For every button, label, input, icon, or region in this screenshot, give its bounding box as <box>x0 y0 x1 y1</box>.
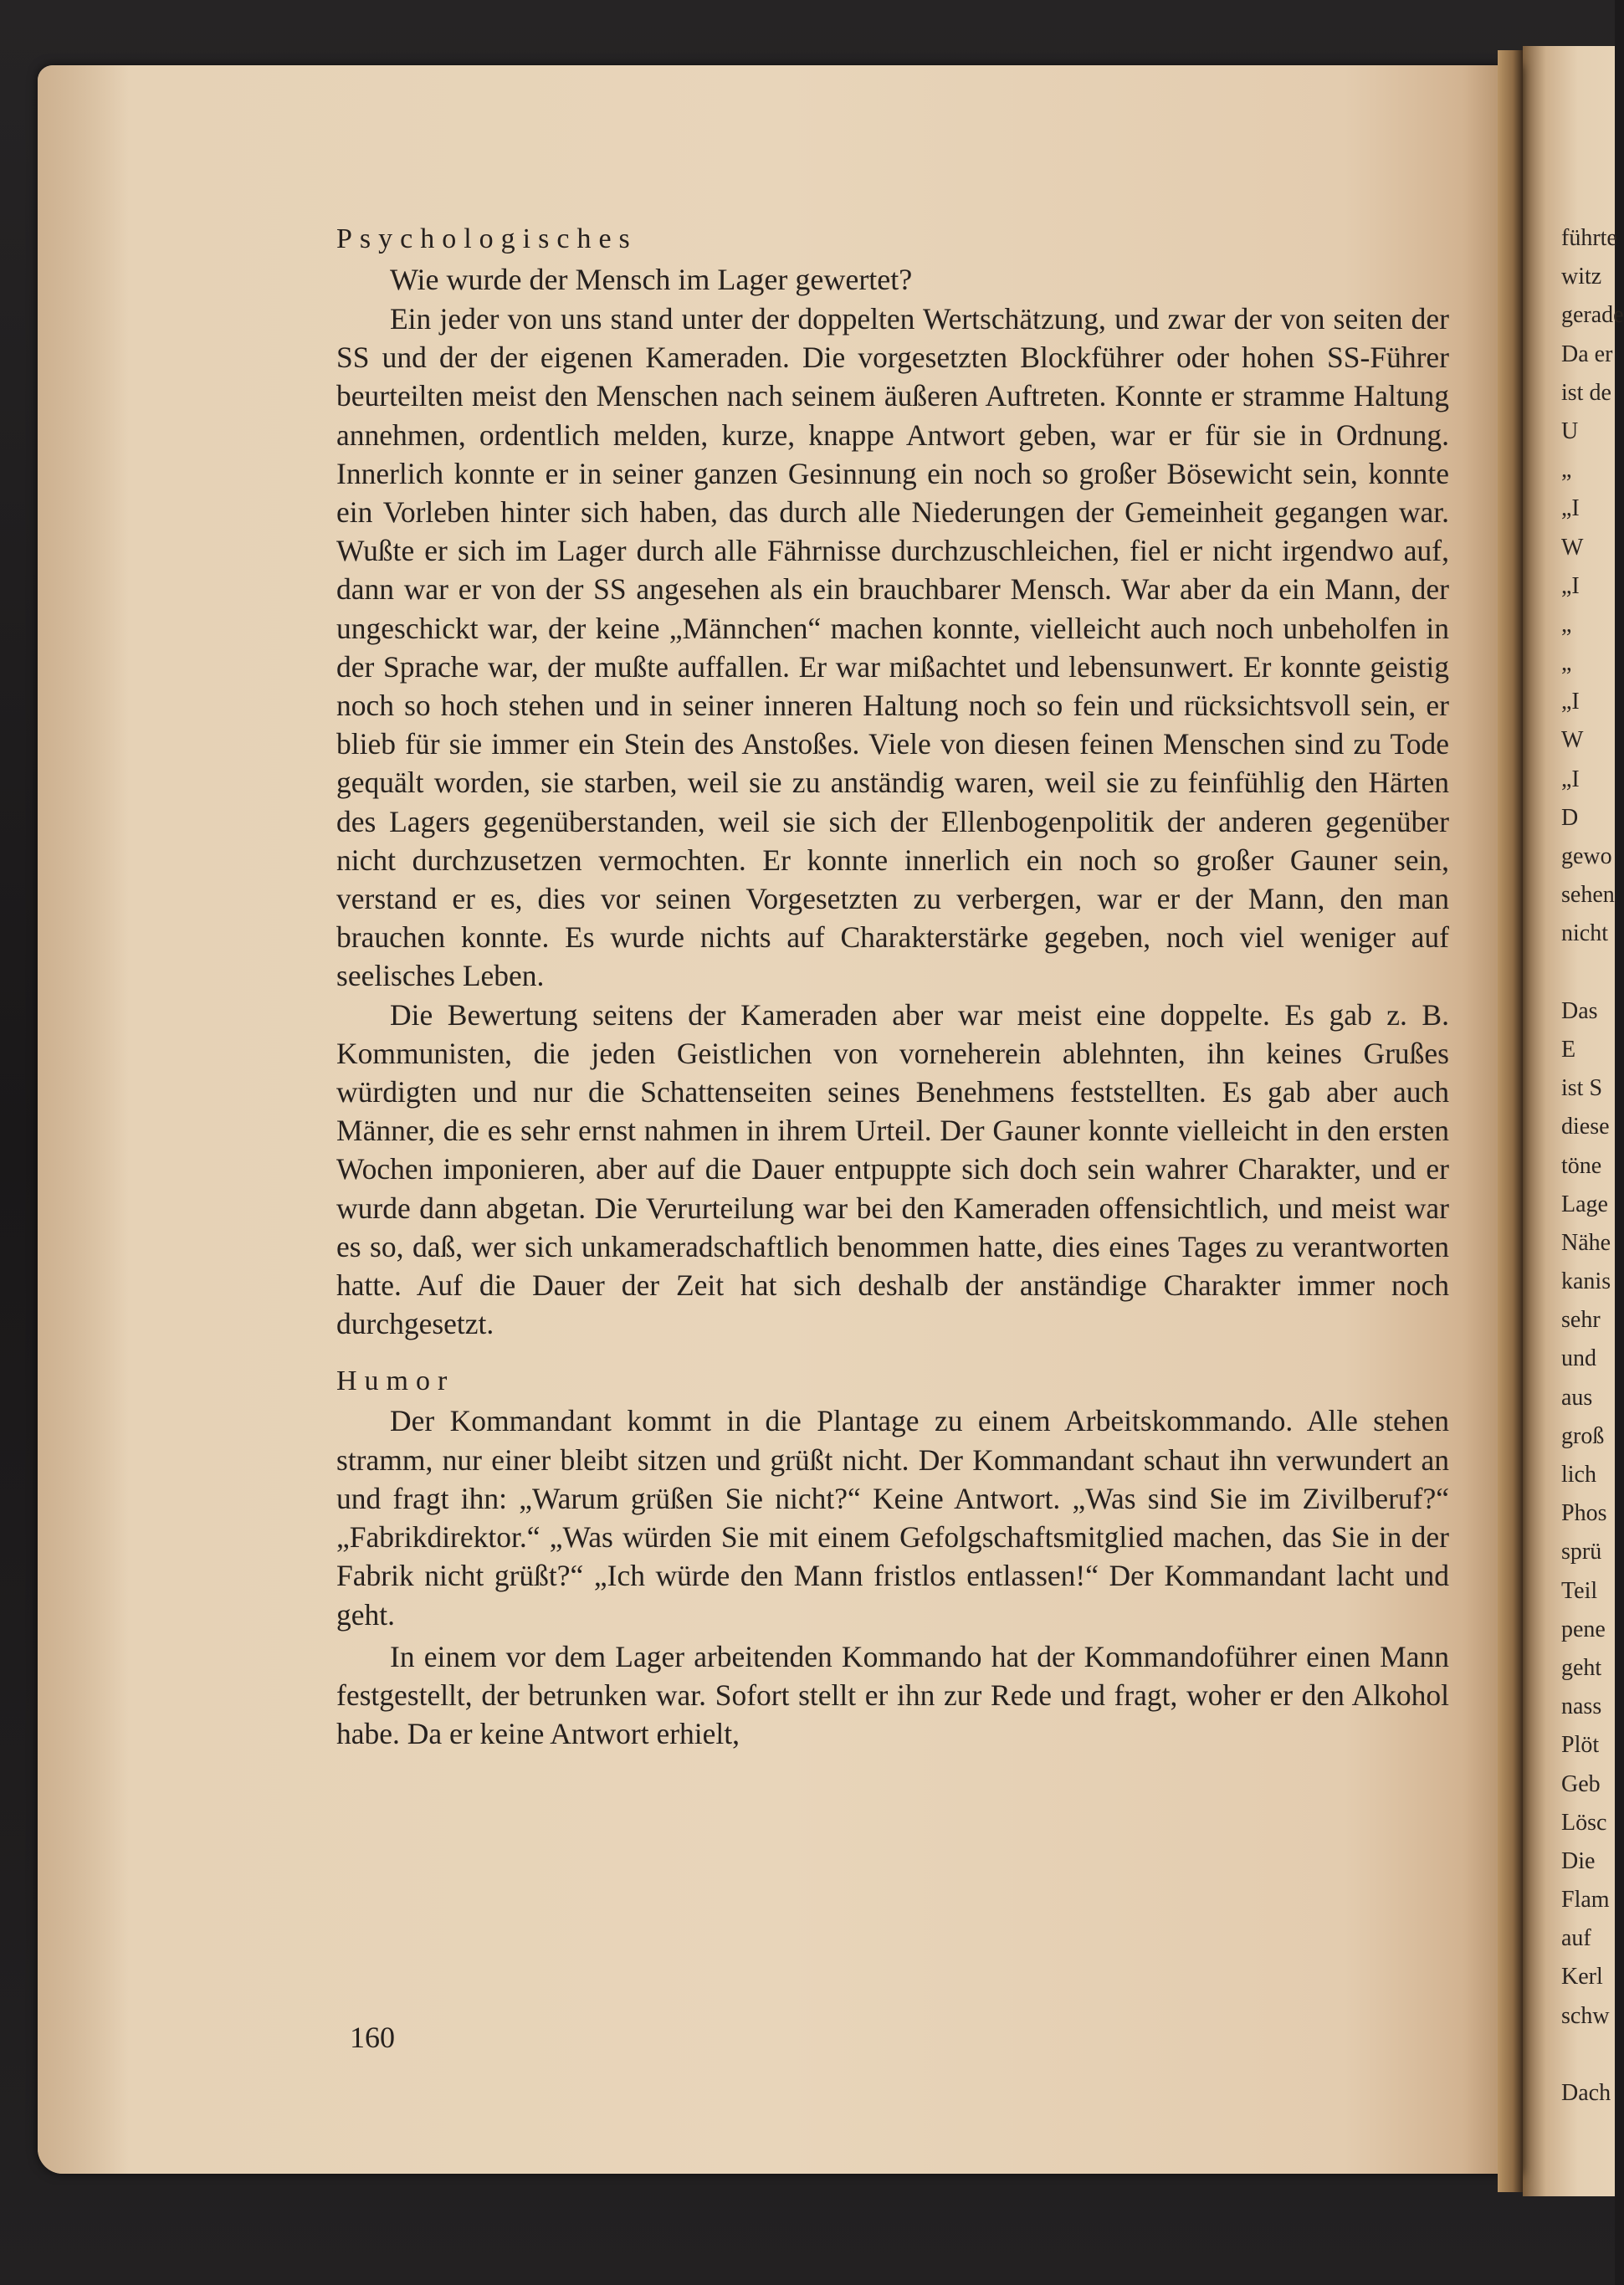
facing-line: Flam <box>1561 1887 1610 1914</box>
facing-line: lich <box>1561 1462 1596 1488</box>
facing-line: Die <box>1561 1847 1596 1874</box>
facing-line <box>1561 954 1615 992</box>
facing-line: kanis <box>1561 1268 1611 1295</box>
facing-line: auf <box>1561 1925 1591 1952</box>
facing-line: ist de <box>1561 379 1611 406</box>
facing-page-text <box>1561 219 1624 2144</box>
section-heading-psychologisches: Psychologisches <box>336 223 638 254</box>
facing-line: nass <box>1561 1693 1602 1720</box>
facing-line: Das <box>1561 997 1598 1024</box>
facing-line: sprü <box>1561 1539 1602 1565</box>
facing-line: töne <box>1561 1152 1602 1179</box>
facing-line: Plöt <box>1561 1732 1600 1759</box>
facing-line: pene <box>1561 1616 1606 1642</box>
facing-line: Geb <box>1561 1770 1601 1797</box>
facing-line: Kerl <box>1561 1964 1603 1990</box>
paragraph: Der Kommandant kommt in die Plantage zu einem Arbeitskommando. Alle stehen stramm, nur einer bleibt sitzen und grüßt nicht. Der Kommandant schaut ihn verwundert an und fragt ihn: „Warum grüßen Sie nicht?“ Keine Antwort. „Was sind Sie im Zivilberuf?“ „Fabrikdirektor.“ „Was würden Sie mit einem Gefolgschaftsmitglied machen, das Sie in der Fabrik nicht grüßt?“ „Ich würde den Mann fristlos entlassen!“ Der Kommandant lacht und geht. <box>336 1404 1449 1632</box>
page-content <box>336 219 1449 1753</box>
facing-line: W <box>1561 727 1584 754</box>
facing-line: „ <box>1561 611 1572 638</box>
facing-line: Dach <box>1561 2080 1611 2106</box>
facing-line: „I <box>1561 689 1580 715</box>
facing-line <box>1561 2036 1615 2074</box>
facing-line: witz <box>1561 264 1602 290</box>
facing-line: „I <box>1561 495 1580 522</box>
facing-line: nicht <box>1561 920 1608 947</box>
facing-line: geht <box>1561 1654 1602 1681</box>
facing-line: Teil <box>1561 1577 1598 1604</box>
facing-line: aus <box>1561 1384 1593 1411</box>
facing-line: führte <box>1561 225 1617 251</box>
section-question: Wie wurde der Mensch im Lager gewertet? <box>390 263 913 296</box>
facing-line: schw <box>1561 2002 1610 2029</box>
facing-line: „ <box>1561 650 1572 677</box>
facing-line: sehen <box>1561 882 1615 909</box>
facing-line: Lage <box>1561 1191 1608 1217</box>
facing-line: diese <box>1561 1114 1610 1140</box>
book-gutter <box>1498 50 1523 2192</box>
facing-line: „I <box>1561 572 1580 599</box>
facing-line: „I <box>1561 766 1580 792</box>
paragraph: Die Bewertung seitens der Kameraden aber war meist eine doppelte. Es gab z. B. Kommunisten, die jeden Geistlichen von vorneherein ablehnten, ihn keines Grußes würdigten und nur die Schattenseiten seines Benehmens feststellten. Es gab aber auch Männer, die es sehr ernst nahmen in ihrem Urteil. Der Gauner konnte vielleicht in den ersten Wochen imponieren, aber auf die Dauer entpuppte sich doch sein wahrer Charakter, und er wurde dann abgetan. Die Verurteilung war bei den Kameraden offensichtlich, und meist war es so, daß, wer sich unkameradschaftlich benommen hatte, dies eines Tages zu verantworten hatte. Auf die Dauer der Zeit hat sich deshalb der anständige Charakter immer noch durchgesetzt. <box>336 997 1449 1341</box>
facing-line: groß <box>1561 1422 1605 1449</box>
facing-line: ist S <box>1561 1075 1603 1102</box>
page-number: 160 <box>350 2021 395 2054</box>
facing-line: E <box>1561 1036 1576 1063</box>
facing-line: Phos <box>1561 1500 1607 1527</box>
paragraph: In einem vor dem Lager arbeitenden Kommando hat der Kommandoführer einen Mann festgestellt, der betrunken war. Sofort stellt er ihn zur Rede und fragt, woher er den Alkohol habe. Da er keine Antwort erhielt, <box>336 1639 1449 1751</box>
facing-line: W <box>1561 534 1584 561</box>
facing-line: gewo <box>1561 843 1612 869</box>
facing-line: D <box>1561 804 1579 831</box>
facing-line: Lösc <box>1561 1809 1607 1836</box>
section-heading-humor: Humor <box>336 1365 455 1397</box>
facing-line: Nähe <box>1561 1229 1611 1256</box>
facing-line: U <box>1561 418 1579 444</box>
facing-line: gerade <box>1561 302 1624 329</box>
paragraph: Ein jeder von uns stand unter der doppelten Wertschätzung, und zwar der von seiten der SS und der der eigenen Kameraden. Die vorgesetzten Blockführer oder hohen SS-Führer beurteilten meist den Menschen nach seinem äußeren Auftreten. Konnte er stramme Haltung annehmen, ordentlich melden, kurze, knappe Antwort geben, war er für sie in Ordnung. Innerlich konnte er in seiner ganzen Gesinnung ein noch so großer Bösewicht sein, konnte ein Vorleben hinter sich haben, das durch alle Niederungen der Gemeinheit gegangen war. Wußte er sich im Lager durch alle Fährnisse durchzuschleichen, fiel er nicht irgendwo auf, dann war er von der SS angesehen als ein brauchbarer Mensch. War aber da ein Mann, der ungeschickt war, der keine „Männchen“ machen konnte, vielleicht auch noch unbeholfen in der Sprache war, der mußte auffallen. Er war mißachtet und lebensunwert. Er konnte geistig noch so hoch stehen und in seiner inneren Haltung noch so fein und rücksichtsvoll sein, er blieb für sie immer ein Stein des Anstoßes. Viele von diesen feinen Menschen sind zu Tode gequält worden, sie starben, weil sie zu anständig waren, weil sie zu feinfühlig den Härten des Lagers gegenüberstanden, weil sie sich der Ellenbogenpolitik der anderen gegenüber nicht durchzusetzen vermochten. Er konnte innerlich ein noch so großer Gauner sein, verstand er es, dies vor seinen Vorgesetzten zu verbergen, war er der Mann, den man brauchen konnte. Es wurde nichts auf Charakterstärke gegeben, noch viel weniger auf seelisches Leben. <box>336 302 1449 993</box>
facing-line: „ <box>1561 457 1572 484</box>
page-edge-shadow <box>38 65 130 2174</box>
spacer <box>336 1343 1449 1361</box>
facing-line: sehr <box>1561 1307 1601 1334</box>
facing-line: Da er <box>1561 341 1613 367</box>
facing-line: und <box>1561 1345 1596 1372</box>
